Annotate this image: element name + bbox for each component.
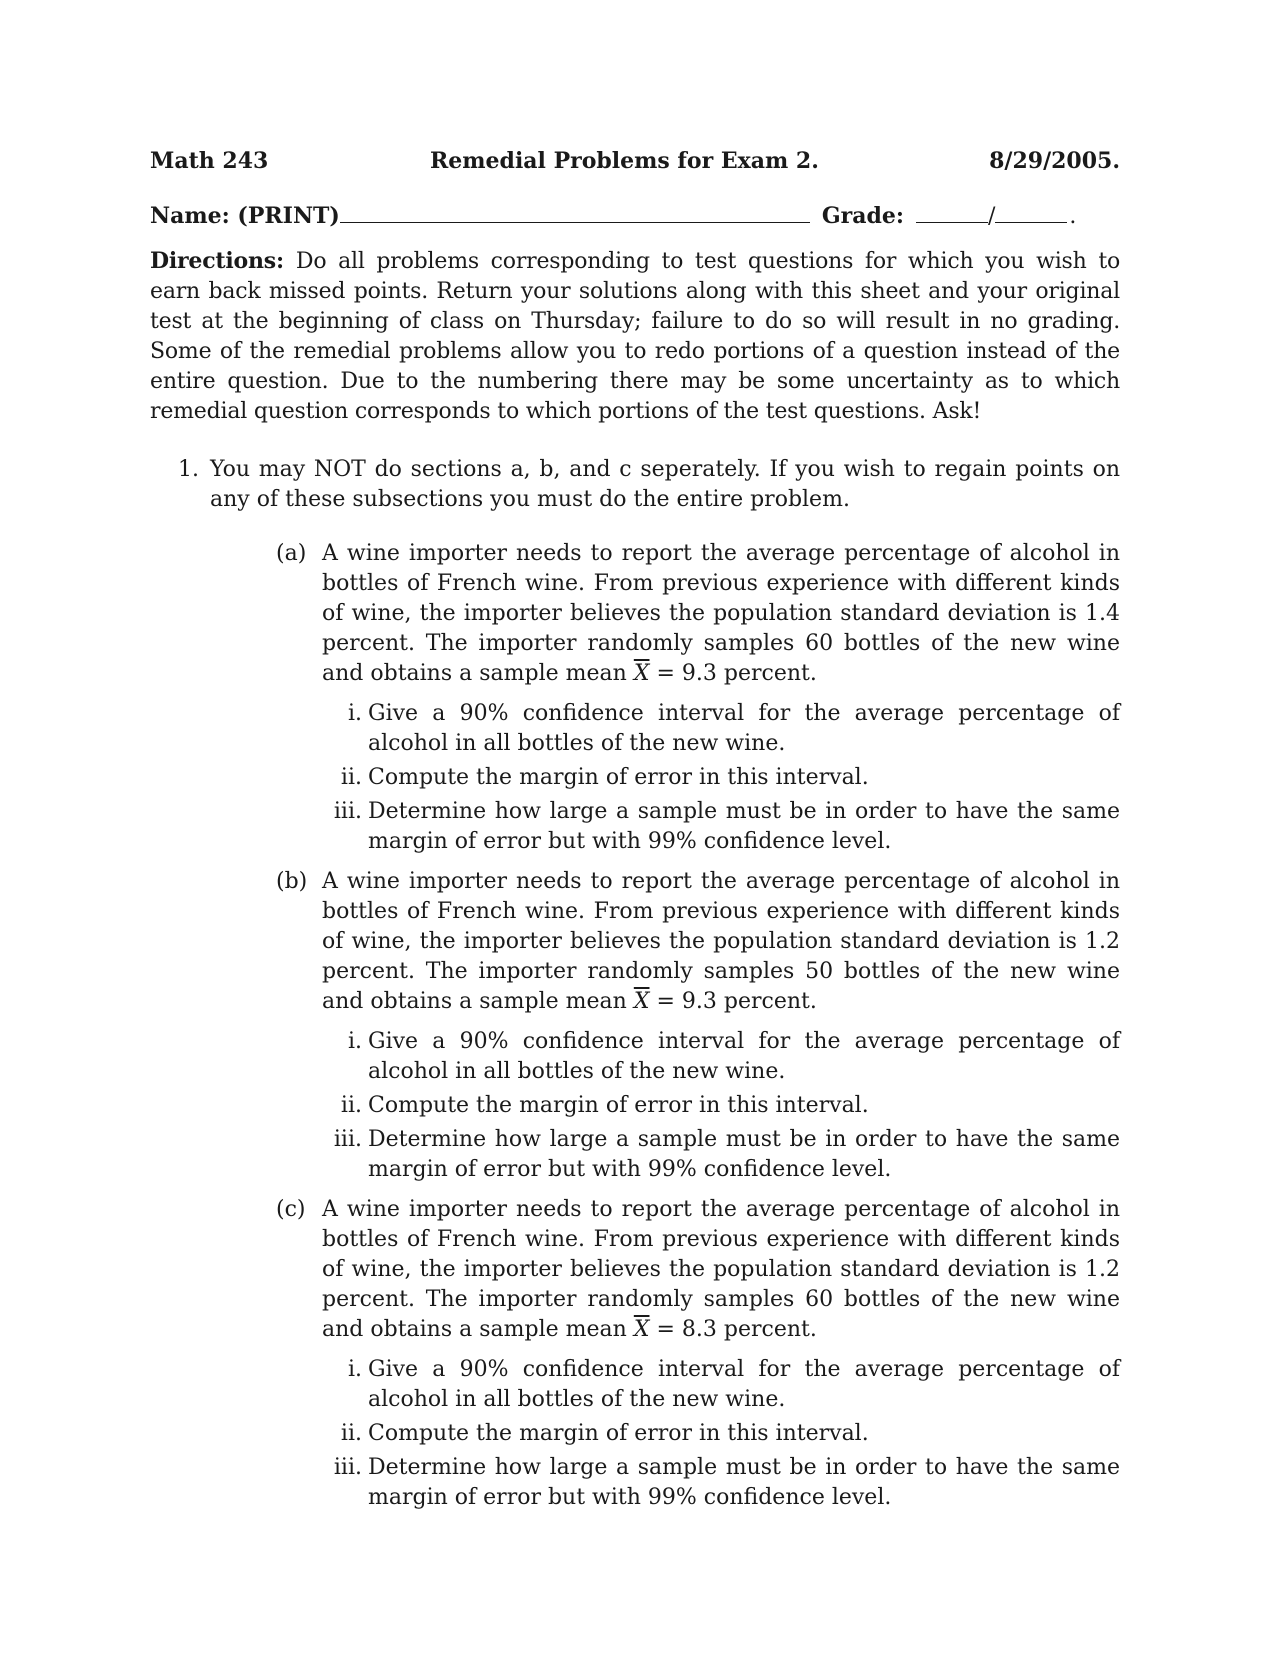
part-item [210, 1453, 1120, 1513]
name-grade-row [150, 202, 1120, 232]
problem-list [150, 455, 1120, 1513]
grade-period: . [1069, 204, 1077, 229]
name-label: Name: (PRINT) [150, 203, 340, 229]
part-text: Compute the margin of error in this interval. [368, 1093, 869, 1118]
part-item [210, 1027, 1120, 1087]
part-text: Compute the margin of error in this interval. [368, 1421, 869, 1446]
sample-mean-symbol: $\overline{X}$ [633, 661, 650, 686]
subsection-label: (c) [276, 1197, 306, 1222]
course-name: Math 243 [150, 148, 269, 174]
part-label: iii. [333, 1127, 362, 1152]
subsection-a [210, 539, 1120, 857]
document-date: 8/29/2005. [989, 148, 1120, 174]
grade-label: Grade: [821, 203, 904, 229]
part-text: Determine how large a sample must be in order to have the same margin of error but with 99% confidence level. [368, 1455, 1120, 1510]
grade-total-blank [995, 202, 1067, 223]
part-item [210, 1125, 1120, 1185]
part-label: i. [347, 1357, 362, 1382]
subsection-text-end: = 8.3 percent. [656, 1317, 817, 1342]
part-list [322, 1355, 1120, 1513]
name-blank-line [340, 202, 810, 223]
part-label: iii. [333, 1455, 362, 1480]
part-text: Give a 90% confidence interval for the average percentage of alcohol in all bottles of the new wine. [368, 701, 1120, 756]
problem-item [150, 455, 1120, 1513]
grade-score-blank [916, 202, 988, 223]
document-title: Remedial Problems for Exam 2. [430, 148, 819, 174]
part-label: ii. [340, 765, 362, 790]
subsection-text: A wine importer needs to report the average percentage of alcohol in bottles of French wine. From previous experience with different kinds of wine, the importer believes the population standard deviation is 1.4 percent. The importer randomly samples 60 bottles of the new wine and obtains a sample mean [322, 541, 1120, 686]
subsection-label: (a) [276, 541, 307, 566]
part-item [210, 1091, 1120, 1121]
part-text: Give a 90% confidence interval for the average percentage of alcohol in all bottles of the new wine. [368, 1029, 1120, 1084]
part-label: iii. [333, 799, 362, 824]
grade-slash: / [987, 204, 996, 229]
subsection-c [210, 1195, 1120, 1513]
document-header [150, 148, 1120, 182]
part-item [210, 1355, 1120, 1415]
part-item [210, 763, 1120, 793]
part-text: Compute the margin of error in this interval. [368, 765, 869, 790]
sample-mean-symbol: $\overline{X}$ [633, 989, 650, 1014]
part-text: Determine how large a sample must be in order to have the same margin of error but with 99% confidence level. [368, 799, 1120, 854]
subsection-label: (b) [276, 869, 308, 894]
part-label: i. [347, 701, 362, 726]
subsection-text-end: = 9.3 percent. [656, 661, 817, 686]
subsection-b [210, 867, 1120, 1185]
subsection-text-end: = 9.3 percent. [656, 989, 817, 1014]
document-page [150, 148, 1120, 1523]
directions-text: Do all problems corresponding to test questions for which you wish to earn back missed points. Return your solutions along with this sheet and your original test at the beginning of class on Thursday; failure to do so will result in no grading. Some of the remedial problems allow you to redo portions of a question instead of the entire question. Due to the numbering there may be some uncertainty as to which remedial question corresponds to which portions of the test questions. Ask! [150, 249, 1120, 424]
problem-number: 1. [178, 457, 199, 482]
sample-mean-symbol: $\overline{X}$ [633, 1317, 650, 1342]
part-item [210, 699, 1120, 759]
part-list [322, 1027, 1120, 1185]
part-item [210, 1419, 1120, 1449]
subsection-text: A wine importer needs to report the average percentage of alcohol in bottles of French wine. From previous experience with different kinds of wine, the importer believes the population standard deviation is 1.2 percent. The importer randomly samples 60 bottles of the new wine and obtains a sample mean [322, 1197, 1120, 1342]
part-item [210, 797, 1120, 857]
directions-paragraph [150, 246, 1120, 427]
part-text: Determine how large a sample must be in order to have the same margin of error but with 99% confidence level. [368, 1127, 1120, 1182]
part-list [322, 699, 1120, 857]
part-label: ii. [340, 1421, 362, 1446]
problem-text: You may NOT do sections a, b, and c seperately. If you wish to regain points on any of these subsections you must do the entire problem. [210, 457, 1120, 512]
part-text: Give a 90% confidence interval for the average percentage of alcohol in all bottles of the new wine. [368, 1357, 1120, 1412]
directions-label: Directions: [150, 248, 284, 274]
subsection-list [210, 539, 1120, 1513]
subsection-text: A wine importer needs to report the average percentage of alcohol in bottles of French wine. From previous experience with different kinds of wine, the importer believes the population standard deviation is 1.2 percent. The importer randomly samples 50 bottles of the new wine and obtains a sample mean [322, 869, 1120, 1014]
part-label: i. [347, 1029, 362, 1054]
part-label: ii. [340, 1093, 362, 1118]
